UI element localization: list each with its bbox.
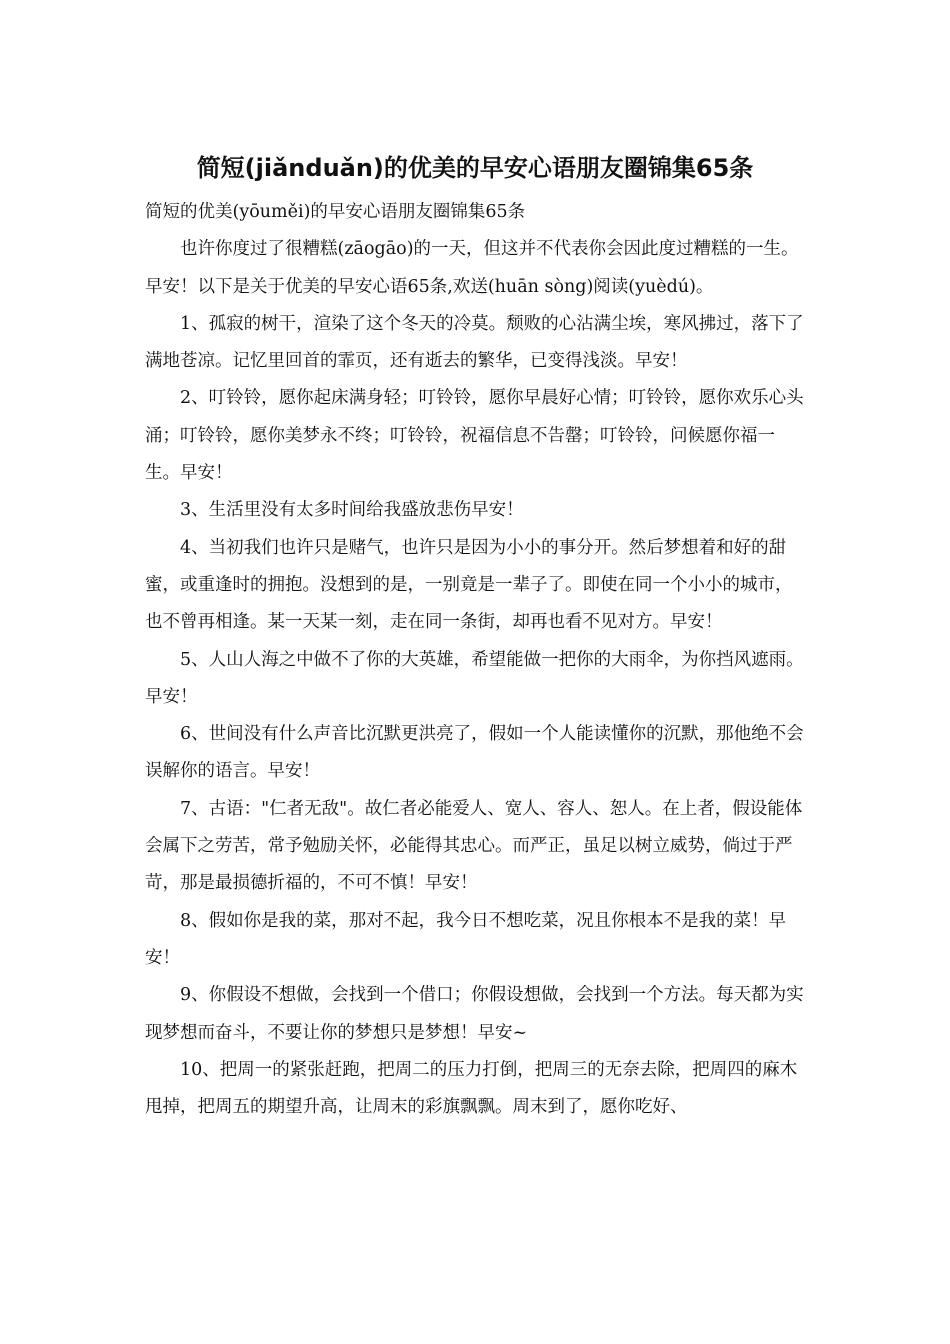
document-body [145, 194, 807, 1126]
paragraph-item: 3、生活里没有太多时间给我盛放悲伤早安！ [180, 500, 524, 521]
paragraph-item: 8、假如你是我的菜，那对不起，我今日不想吃菜，况且你根本不是我的菜！早安！ [145, 910, 787, 968]
paragraph-item: 4、当初我们也许只是赌气，也许只是因为小小的事分开。然后梦想着和好的甜蜜，或重逢时的拥抱。没想到的是，一别竟是一辈子了。即使在同一个小小的城市，也不曾再相逢。某一天某一刻，走在同一条街，却再也看不见对方。早安！ [145, 537, 793, 633]
intro-paragraph: 也许你度过了很糟糕(zāogāo)的一天，但这并不代表你会因此度过糟糕的一生。早安！以下是关于优美的早安心语65条,欢送(huān sòng)阅读(yuèdú)。 [145, 239, 799, 297]
paragraph-item: 10、把周一的紧张赶跑，把周二的压力打倒，把周三的无奈去除，把周四的麻木甩掉，把周五的期望升高，让周末的彩旗飘飘。周末到了，愿你吃好、 [145, 1059, 798, 1118]
paragraph-item: 5、人山人海之中做不了你的大英雄，希望能做一把你的大雨伞，为你挡风遮雨。早安！ [145, 649, 804, 707]
paragraph-item: 9、你假设不想做，会找到一个借口；你假设想做，会找到一个方法。每天都为实现梦想而奋斗，不要让你的梦想只是梦想！早安~ [145, 985, 804, 1043]
paragraph-item: 2、叮铃铃，愿你起床满身轻；叮铃铃，愿你早晨好心情；叮铃铃，愿你欢乐心头涌；叮铃铃，愿你美梦永不终；叮铃铃，祝福信息不告罄；叮铃铃，问候愿你福一生。早安！ [145, 388, 804, 484]
paragraph-item: 7、古语："仁者无敌"。故仁者必能爱人、宽人、容人、恕人。在上者，假设能体会属下之劳苦，常予勉励关怀，必能得其忠心。而严正，虽足以树立威势，倘过于严苛，那是最损德折福的，不可不慎！早安！ [145, 798, 803, 894]
paragraph-item: 6、世间没有什么声音比沉默更洪亮了，假如一个人能读懂你的沉默，那他绝不会误解你的语言。早安！ [145, 724, 804, 782]
document-subtitle: 简短的优美(yōuměi)的早安心语朋友圈锦集65条 [145, 202, 526, 222]
paragraph-item: 1、孤寂的树干，渲染了这个冬天的冷莫。颓败的心沾满尘埃，寒风拂过，落下了满地苍凉。记忆里回首的霏页，还有逝去的繁华，已变得浅淡。早安！ [145, 313, 804, 372]
document-title: 简短(jiǎnduǎn)的优美的早安心语朋友圈锦集65条 [196, 154, 754, 182]
